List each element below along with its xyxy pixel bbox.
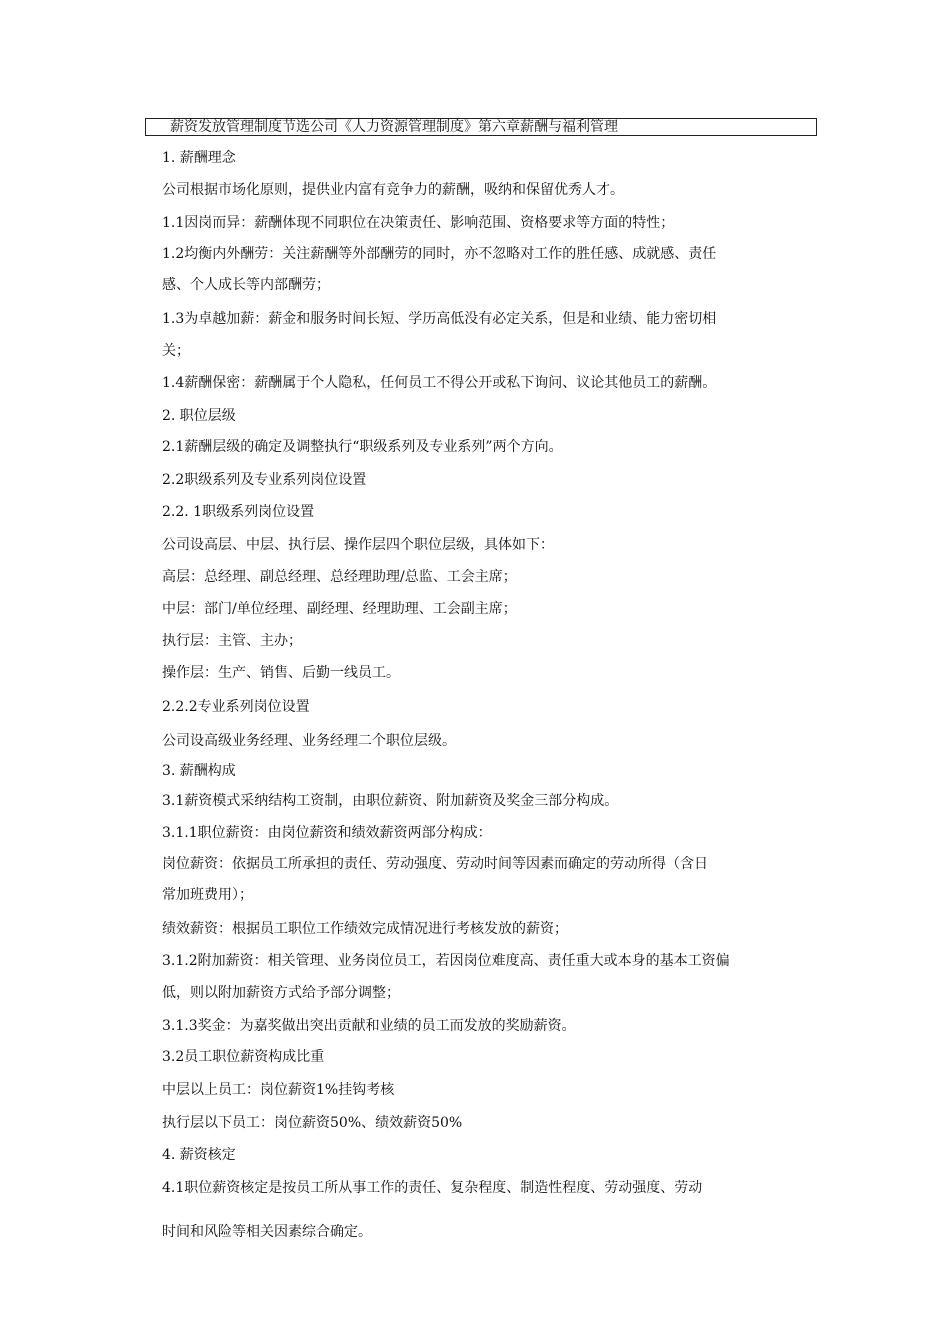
paragraph-line: 时间和风险等相关因素综合确定。 [162, 1224, 372, 1240]
paragraph-line: 常加班费用）； [162, 887, 253, 903]
paragraph-line: 公司设高层、中层、执行层、操作层四个职位层级，具体如下： [162, 537, 554, 553]
paragraph-line: 操作层：生产、销售、后勤一线员工。 [162, 665, 400, 681]
section-heading-1: 1. 薪酬理念 [162, 150, 236, 166]
paragraph-line: 1.1因岗而异：薪酬体现不同职位在决策责任、影响范围、资格要求等方面的特性； [162, 215, 675, 231]
document-title: 薪资发放管理制度节选公司《人力资源管理制度》第六章薪酬与福利管理 [145, 118, 817, 136]
paragraph-line: 1.4薪酬保密：薪酬属于个人隐私，任何员工不得公开或私下询问、议论其他员工的薪酬。 [162, 375, 717, 391]
paragraph-line: 低，则以附加薪资方式给予部分调整； [162, 985, 400, 1001]
paragraph-line: 3.1.3奖金：为嘉奖做出突出贡献和业绩的员工而发放的奖励薪资。 [162, 1018, 576, 1034]
paragraph-line: 关； [162, 343, 190, 359]
paragraph-line: 1.3为卓越加薪：薪金和服务时间长短、学历高低没有必定关系，但是和业绩、能力密切相 [162, 311, 717, 327]
paragraph-line: 岗位薪资：依据员工所承担的责任、劳动强度、劳动时间等因素而确定的劳动所得（含日 [162, 856, 708, 872]
paragraph-line: 中层：部门/单位经理、副经理、经理助理、工会副主席； [162, 601, 517, 617]
paragraph-line: 4.1职位薪资核定是按员工所从事工作的责任、复杂程度、制造性程度、劳动强度、劳动 [162, 1180, 703, 1196]
paragraph-line: 公司设高级业务经理、业务经理二个职位层级。 [162, 733, 456, 749]
paragraph-line: 执行层以下员工：岗位薪资50%、绩效薪资50% [162, 1115, 463, 1131]
paragraph-line: 感、个人成长等内部酬劳； [162, 277, 330, 293]
paragraph-line: 高层：总经理、副总经理、总经理助理/总监、工会主席； [162, 569, 517, 585]
paragraph-line: 2.2. 1职级系列岗位设置 [162, 504, 315, 520]
paragraph-line: 公司根据市场化原则，提供业内富有竞争力的薪酬，吸纳和保留优秀人才。 [162, 182, 624, 198]
section-heading-2: 2. 职位层级 [162, 408, 236, 424]
paragraph-line: 执行层：主管、主办； [162, 633, 302, 649]
section-heading-3: 3. 薪酬构成 [162, 763, 236, 779]
paragraph-line: 2.1薪酬层级的确定及调整执行“职级系列及专业系列”两个方向。 [162, 439, 563, 455]
paragraph-line: 3.1.1职位薪资：由岗位薪资和绩效薪资两部分构成： [162, 825, 492, 841]
paragraph-line: 绩效薪资：根据员工职位工作绩效完成情况进行考核发放的薪资； [162, 921, 568, 937]
paragraph-line: 中层以上员工：岗位薪资1%挂钩考核 [162, 1082, 395, 1098]
paragraph-line: 3.1.2附加薪资：相关管理、业务岗位员工，若因岗位难度高、责任重大或本身的基本工资偏 [162, 953, 730, 969]
section-heading-4: 4. 薪资核定 [162, 1147, 236, 1163]
paragraph-line: 2.2.2专业系列岗位设置 [162, 699, 310, 715]
paragraph-line: 2.2职级系列及专业系列岗位设置 [162, 472, 367, 488]
paragraph-line: 3.1薪资模式采纳结构工资制，由职位薪资、附加薪资及奖金三部分构成。 [162, 793, 619, 809]
paragraph-line: 1.2均衡内外酬劳：关注薪酬等外部酬劳的同时，亦不忽略对工作的胜任感、成就感、责任 [162, 246, 717, 262]
paragraph-line: 3.2员工职位薪资构成比重 [162, 1049, 325, 1065]
